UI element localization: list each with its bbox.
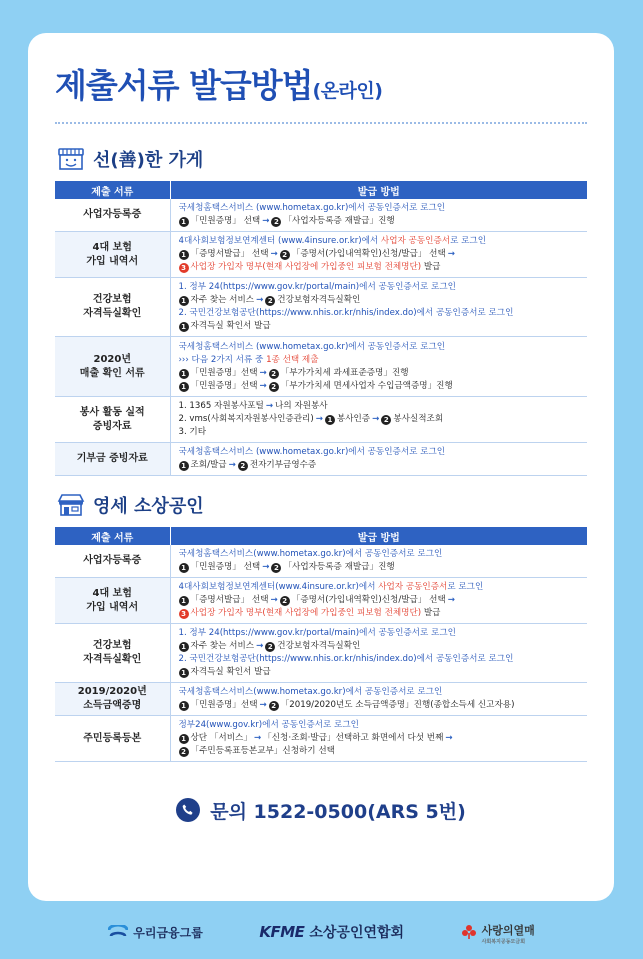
method-text: 3. 기타 [178, 427, 207, 437]
method-text: 1. 정부 24(https://www.gov.kr/portal/main)에서 공동인증서로 로그인 [178, 282, 456, 292]
doc-name: 사업자등록증 [83, 555, 142, 566]
doc-name: 자격득실확인 [83, 654, 142, 665]
method-text: 1종 선택 제출 [266, 354, 319, 365]
method-text: 4대사회보험정보연계센터 (www.4insure.or.kr)에서 [178, 236, 381, 246]
title-divider [55, 122, 587, 124]
doc-name: 사업자등록증 [83, 209, 142, 220]
arrow-right-icon: → [270, 595, 278, 605]
table-row [55, 545, 587, 578]
method-cell [170, 443, 587, 476]
method-cell [170, 716, 587, 762]
kfme-logo [259, 922, 404, 942]
method-text: 「민원증명」 선택 [190, 562, 261, 572]
method-line [179, 261, 580, 274]
step-number-badge: 1 [179, 369, 189, 379]
step-number-badge: 1 [179, 642, 189, 652]
doc-name: 봉사 활동 실적 [79, 406, 145, 418]
method-cell [170, 397, 587, 443]
method-line [179, 699, 580, 712]
step-number-badge: 1 [179, 734, 189, 744]
doc-name: 자격득실확인 [83, 308, 142, 319]
section1-header [57, 146, 587, 172]
method-line [179, 294, 580, 307]
method-text: 건강보험자격득실확인 [277, 295, 361, 305]
section2-header [57, 492, 587, 518]
method-text: 자주 찾는 서비스 [190, 295, 255, 305]
step-number-badge: 2 [280, 596, 290, 606]
doc-name: 소득금액증명 [83, 700, 142, 711]
doc-name-cell [55, 337, 170, 397]
method-text: 「주민등록표등본교부」신청하기 선택 [190, 746, 335, 756]
method-text: 상단 「서비스」 [190, 733, 252, 743]
method-line [179, 653, 580, 666]
col-doc-header: 제출 서류 [55, 527, 170, 545]
method-text: 「사업자등록증 재발급」진행 [283, 216, 395, 226]
method-line [179, 640, 580, 653]
arrow-right-icon: → [445, 733, 453, 743]
method-line [179, 732, 580, 745]
method-line [179, 413, 580, 426]
method-text: 「신청·조회·발급」선택하고 화면에서 다섯 번째 [263, 733, 444, 743]
col-method-header: 발급 방법 [170, 527, 587, 545]
method-line [179, 459, 580, 472]
method-line [179, 341, 580, 354]
method-line [179, 581, 580, 594]
method-line [179, 320, 580, 333]
arrow-right-icon: → [256, 641, 264, 651]
arrow-right-icon: → [447, 249, 455, 259]
doc-name: 주민등록등본 [83, 732, 142, 744]
method-text: 국세청홈택스서비스(www.hometax.go.kr)에서 공동인증서로 로그인 [178, 687, 443, 697]
contact-text: 문의 1522-0500(ARS 5번) [210, 800, 466, 823]
table-row [55, 683, 587, 716]
method-line [179, 307, 580, 320]
step-number-badge: 2 [269, 382, 279, 392]
step-number-badge: 1 [179, 668, 189, 678]
method-line [179, 367, 580, 380]
method-line [179, 607, 580, 620]
table-row [55, 337, 587, 397]
doc-name-cell [55, 278, 170, 337]
method-text: 국세청홈택스서비스 (www.hometax.go.kr)에서 공동인증서로 로그인 [178, 203, 446, 213]
doc-name-cell [55, 578, 170, 624]
method-line [179, 354, 580, 367]
method-text: 국세청홈택스서비스 (www.hometax.go.kr)에서 공동인증서로 로그인 [178, 341, 446, 352]
method-cell [170, 545, 587, 578]
method-line [179, 215, 580, 228]
method-text: 사업장 가입자 명부(현재 사업장에 가입중인 피보험 전체명단) [190, 262, 422, 272]
method-line [179, 426, 580, 439]
table-row [55, 232, 587, 278]
arrow-right-icon: → [259, 367, 267, 378]
method-cell [170, 278, 587, 337]
doc-name: 가입 내역서 [86, 601, 139, 613]
method-text: 「민원증명」 선택 [190, 216, 261, 226]
love-subname: 사회복지공동모금회 [481, 939, 526, 945]
method-text: 사업자 공동인증서 [380, 236, 451, 246]
table-row [55, 397, 587, 443]
method-line [179, 446, 580, 459]
arrow-right-icon: → [315, 414, 323, 424]
method-text: 국세청홈택스서비스 (www.hometax.go.kr)에서 공동인증서로 로그인 [178, 447, 446, 457]
doc-name-cell [55, 232, 170, 278]
doc-name: 매출 확인 서류 [79, 367, 145, 379]
step-number-badge: 2 [271, 217, 281, 227]
contact-line [55, 796, 587, 824]
method-text: 나의 자원봉사 [275, 401, 328, 411]
method-text: 「증명서발급」 선택 [190, 595, 269, 605]
method-line [179, 202, 580, 215]
arrow-right-icon: → [228, 460, 236, 470]
step-number-badge: 1 [179, 596, 189, 606]
arrow-right-icon: → [447, 595, 455, 605]
doc-name-cell [55, 397, 170, 443]
method-text: 봉사인증 [336, 414, 371, 424]
method-text: 「사업자등록증 재발급」진행 [283, 562, 395, 572]
shop-smile-icon [57, 147, 85, 171]
method-line [179, 627, 580, 640]
step-number-badge: 2 [381, 415, 391, 425]
love-fruit-icon [461, 924, 477, 940]
method-text: 발급 [421, 608, 441, 618]
doc-name-cell [55, 199, 170, 232]
arrow-right-icon: → [372, 414, 380, 424]
storefront-icon [57, 493, 85, 517]
arrow-right-icon: → [262, 216, 270, 226]
step-number-badge: 1 [179, 250, 189, 260]
method-line [179, 594, 580, 607]
section1-table [55, 181, 587, 476]
love-name: 사랑의열매 [481, 924, 535, 937]
method-text: 건강보험자격득실확인 [277, 641, 361, 651]
phone-icon [176, 798, 200, 822]
arrow-right-icon: → [253, 733, 262, 743]
method-text: 「민원증명」선택 [190, 380, 258, 391]
method-text: 국세청홈택스서비스(www.hometax.go.kr)에서 공동인증서로 로그인 [178, 549, 443, 559]
title-sub: (온라인) [312, 80, 383, 102]
method-line [179, 719, 580, 732]
table-row [55, 578, 587, 624]
woori-name: 우리금융그룹 [133, 925, 203, 940]
step-number-badge: 2 [280, 250, 290, 260]
method-text: 「민원증명」선택 [190, 367, 258, 378]
method-text: 「증명서(가입내역확인)신청/발급」 선택 [291, 249, 446, 259]
method-text: 로 로그인 [450, 236, 487, 246]
method-text: 「증명서(가입내역확인)신청/발급」 선택 [291, 595, 446, 605]
woori-mark-icon [108, 925, 128, 939]
doc-name-cell [55, 443, 170, 476]
footer-logos [0, 912, 643, 952]
section1-title: 선(善)한 가게 [93, 150, 204, 171]
method-text: 자주 찾는 서비스 [190, 641, 255, 651]
doc-name: 4대 보험 [92, 241, 132, 253]
title-main: 제출서류 발급방법 [55, 66, 313, 105]
doc-name: 가입 내역서 [86, 255, 139, 267]
method-cell [170, 232, 587, 278]
method-text: 자격득실 확인서 발급 [190, 667, 271, 677]
step-number-badge: 1 [179, 382, 189, 392]
method-line [179, 281, 580, 294]
method-line [179, 548, 580, 561]
arrow-right-icon: → [270, 249, 278, 259]
method-text: 조회/발급 [190, 460, 227, 470]
section2-title: 영세 소상공인 [93, 496, 204, 517]
method-text: 「부가가치세 과세표준증명」진행 [280, 367, 409, 378]
method-line [179, 400, 580, 413]
method-line [179, 686, 580, 699]
method-text: 1. 정부 24(https://www.gov.kr/portal/main)에서 공동인증서로 로그인 [178, 628, 456, 638]
step-number-badge: 1 [179, 296, 189, 306]
method-cell [170, 624, 587, 683]
step-number-badge: 2 [269, 369, 279, 379]
step-number-badge: 3 [179, 609, 189, 619]
info-card [28, 33, 614, 901]
method-text: 2. vms(사회복지자원봉사인증관리) [178, 414, 314, 424]
arrow-right-icon: → [262, 562, 270, 572]
table-row [55, 443, 587, 476]
doc-name: 2019/2020년 [77, 686, 147, 697]
method-line [179, 561, 580, 574]
method-line [179, 745, 580, 758]
method-text: ››› 다음 2가지 서류 중 [178, 354, 267, 365]
doc-name: 2020년 [93, 353, 131, 365]
doc-name: 건강보험 [92, 640, 132, 651]
method-cell [170, 199, 587, 232]
method-text: 「민원증명」선택 [190, 700, 258, 710]
step-number-badge: 2 [271, 563, 281, 573]
step-number-badge: 3 [179, 263, 189, 273]
table-row [55, 278, 587, 337]
woori-logo [108, 924, 203, 941]
method-text: 전자기부금영수증 [249, 460, 317, 470]
col-method-header: 발급 방법 [170, 181, 587, 199]
method-text: 4대사회보험정보연계센터(www.4insure.or.kr)에서 [178, 582, 379, 592]
method-text: 봉사실적조회 [393, 414, 444, 424]
kfme-name: 소상공인연합회 [309, 925, 405, 941]
arrow-right-icon: → [256, 295, 264, 305]
doc-name: 4대 보험 [92, 587, 132, 599]
method-text: 발급 [421, 262, 441, 272]
method-text: 「부가가치세 면세사업자 수입금액증명」진행 [280, 380, 453, 391]
method-line [179, 380, 580, 393]
doc-name-cell [55, 683, 170, 716]
method-text: 2. 국민건강보험공단(https://www.nhis.or.kr/nhis/index.do)에서 공동인증서로 로그인 [178, 308, 514, 318]
doc-name: 증빙자료 [92, 420, 132, 432]
method-text: 「2019/2020년도 소득금액증명」진행(종합소득세 신고자용) [280, 700, 515, 710]
step-number-badge: 1 [179, 322, 189, 332]
kfme-mark: KFME [259, 923, 305, 941]
table-row [55, 716, 587, 762]
doc-name-cell [55, 545, 170, 578]
step-number-badge: 1 [325, 415, 335, 425]
step-number-badge: 1 [179, 563, 189, 573]
method-text: 자격득실 확인서 발급 [190, 321, 271, 331]
doc-name: 기부금 증빙자료 [76, 453, 148, 464]
method-line [179, 248, 580, 261]
method-text: 로 로그인 [447, 582, 484, 592]
method-cell [170, 683, 587, 716]
love-fruit-logo [461, 919, 535, 945]
page-title [55, 63, 587, 114]
method-cell [170, 337, 587, 397]
arrow-right-icon: → [259, 700, 267, 710]
step-number-badge: 2 [238, 461, 248, 471]
doc-name-cell [55, 624, 170, 683]
method-text: 정부24(www.gov.kr)에서 공동인증서로 로그인 [178, 720, 359, 730]
step-number-badge: 1 [179, 217, 189, 227]
step-number-badge: 2 [265, 642, 275, 652]
step-number-badge: 1 [179, 461, 189, 471]
method-cell [170, 578, 587, 624]
arrow-right-icon: → [265, 401, 274, 411]
step-number-badge: 1 [179, 701, 189, 711]
method-line [179, 666, 580, 679]
step-number-badge: 2 [179, 747, 189, 757]
method-text: 사업자 공동인증서 [378, 582, 448, 592]
section2-table [55, 527, 587, 762]
method-text: 1. 1365 자원봉사포털 [178, 401, 264, 411]
step-number-badge: 2 [269, 701, 279, 711]
doc-name-cell [55, 716, 170, 762]
method-text: 「증명서발급」 선택 [190, 249, 269, 259]
table-row [55, 199, 587, 232]
col-doc-header: 제출 서류 [55, 181, 170, 199]
table-row [55, 624, 587, 683]
arrow-right-icon: → [259, 380, 267, 391]
method-line [179, 235, 580, 248]
method-text: 사업장 가입자 명부(현재 사업장에 가입중인 피보험 전체명단) [190, 608, 422, 618]
method-text: 2. 국민건강보험공단(https://www.nhis.or.kr/nhis/index.do)에서 공동인증서로 로그인 [178, 654, 514, 664]
doc-name: 건강보험 [92, 294, 132, 305]
step-number-badge: 2 [265, 296, 275, 306]
